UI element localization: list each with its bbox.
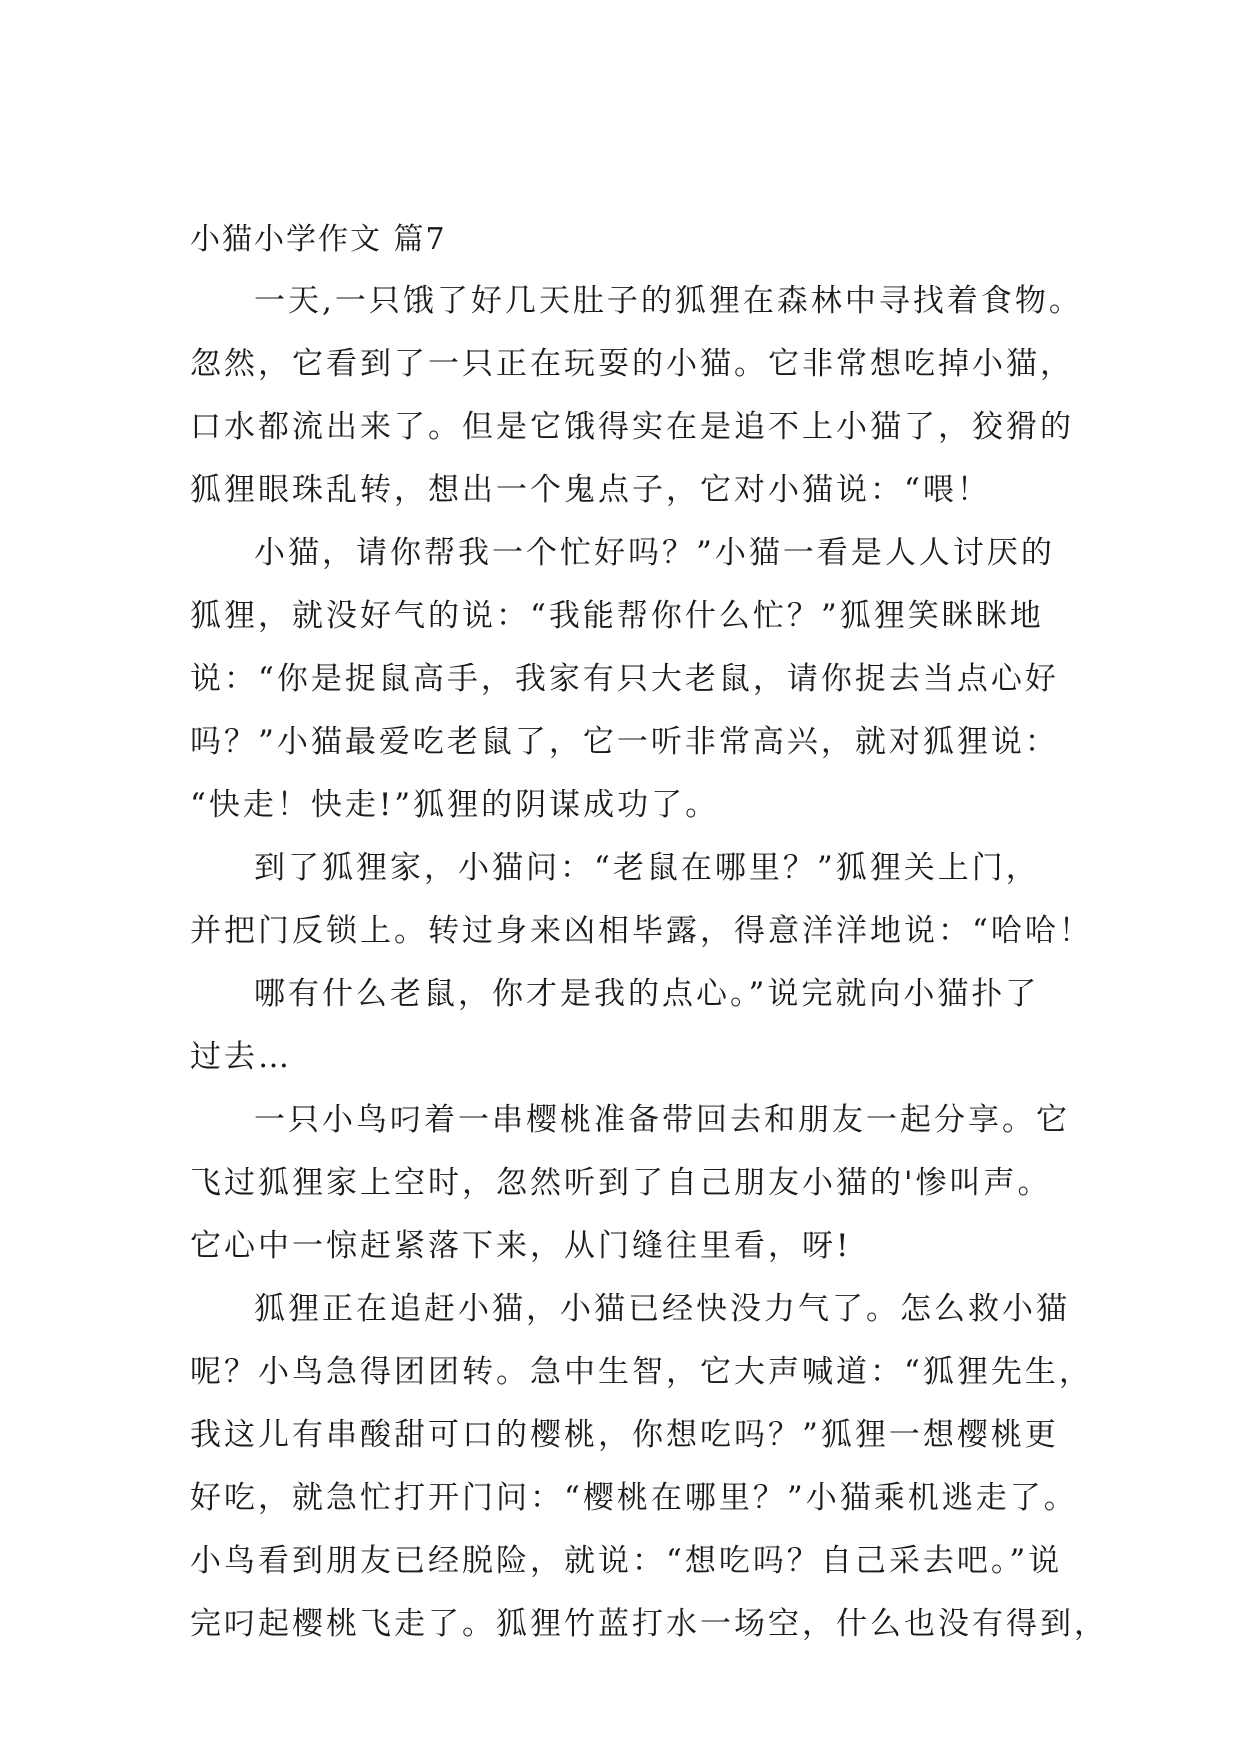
text-line: 一天,一只饿了好几天肚子的狐狸在森林中寻找着食物。 xyxy=(254,283,1083,319)
text-line: 完叼起樱桃飞走了。狐狸竹蓝打水一场空，什么也没有得到， xyxy=(190,1606,1108,1642)
text-line: 狐狸正在追赶小猫，小猫已经快没力气了。怎么救小猫 xyxy=(254,1291,1070,1327)
text-line: 口水都流出来了。但是它饿得实在是追不上小猫了，狡猾的 xyxy=(190,409,1074,445)
text-line: 小猫，请你帮我一个忙好吗？”小猫一看是人人讨厌的 xyxy=(254,535,1055,571)
text-line: 好吃，就急忙打开门问：“樱桃在哪里？”小猫乘机逃走了。 xyxy=(190,1480,1078,1516)
text-line: 到了狐狸家，小猫问：“老鼠在哪里？”狐狸关上门， xyxy=(254,850,1040,886)
text-line: 狐狸，就没好气的说：“我能帮你什么忙？”狐狸笑眯眯地 xyxy=(190,598,1044,634)
text-line: 哪有什么老鼠，你才是我的点心。”说完就向小猫扑了 xyxy=(254,976,1040,1012)
document-title: 小猫小学作文 篇7 xyxy=(190,222,447,257)
text-line: 并把门反锁上。转过身来凶相毕露，得意洋洋地说：“哈哈！ xyxy=(190,913,1093,949)
text-line: 吗？”小猫最爱吃老鼠了，它一听非常高兴，就对狐狸说： xyxy=(190,724,1059,760)
text-line: 忽然，它看到了一只正在玩耍的小猫。它非常想吃掉小猫， xyxy=(190,346,1074,382)
text-line: 我这儿有串酸甜可口的樱桃，你想吃吗？”狐狸一想樱桃更 xyxy=(190,1417,1059,1453)
text-line: 过去… xyxy=(190,1039,292,1075)
text-line: 小鸟看到朋友已经脱险，就说：“想吃吗？自己采去吧。”说 xyxy=(190,1543,1063,1579)
text-line: 呢？小鸟急得团团转。急中生智，它大声喊道：“狐狸先生， xyxy=(190,1354,1093,1390)
text-line: 飞过狐狸家上空时，忽然听到了自己朋友小猫的'惨叫声。 xyxy=(190,1165,1052,1201)
text-line: 一只小鸟叼着一串樱桃准备带回去和朋友一起分享。它 xyxy=(254,1102,1070,1138)
text-line: “快走！快走!”狐狸的阴谋成功了。 xyxy=(190,787,720,823)
text-line: 狐狸眼珠乱转，想出一个鬼点子，它对小猫说：“喂！ xyxy=(190,472,991,508)
text-line: 它心中一惊赶紧落下来，从门缝往里看，呀! xyxy=(190,1228,852,1264)
text-line: 说：“你是捉鼠高手，我家有只大老鼠，请你捉去当点心好 xyxy=(190,661,1059,697)
